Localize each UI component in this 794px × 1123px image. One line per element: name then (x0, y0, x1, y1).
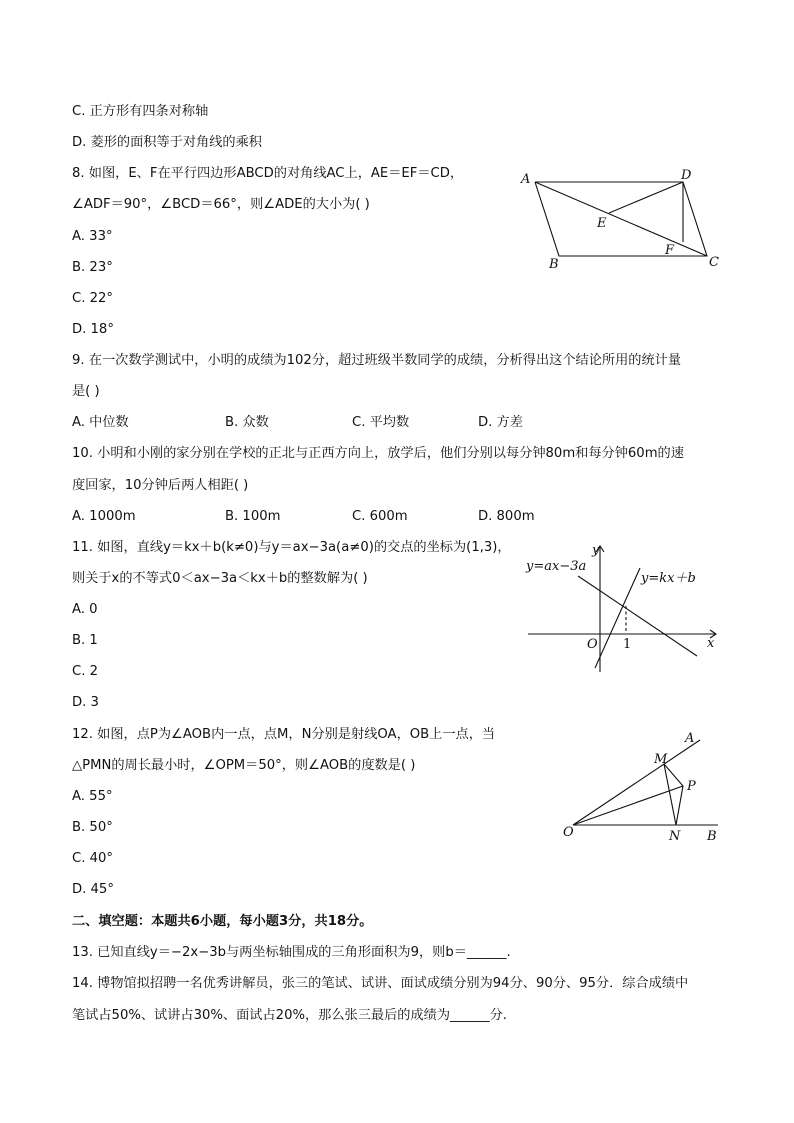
segment-DE (609, 182, 683, 213)
q8-option-d: D. 18° (72, 322, 114, 337)
q8-option-b: B. 23° (72, 260, 113, 275)
label-F: F (665, 243, 675, 258)
q11-option-d: D. 3 (72, 695, 99, 710)
q8-option-a: A. 33° (72, 229, 113, 244)
label-x: x (707, 636, 715, 651)
label-N: N (669, 829, 681, 843)
q9-stem-line1: 9. 在一次数学测试中，小明的成绩为102分，超过班级半数同学的成绩，分析得出这个结论所用的统计量 (72, 353, 682, 368)
q14-stem-line2: 笔试占50%、试讲占30%、面试占20%，那么张三最后的成绩为______分. (72, 1008, 507, 1023)
triangle-PMN (664, 764, 683, 825)
label-origin: O (587, 637, 598, 652)
label-E: E (597, 216, 607, 231)
q12-option-b: B. 50° (72, 820, 113, 835)
q8-stem-line2: ∠ADF＝90°，∠BCD＝66°，则∠ADE的大小为( ) (72, 197, 370, 212)
q9-option-c: C. 平均数 (352, 415, 410, 430)
ray-OA (573, 740, 700, 825)
q11-stem-line1: 11. 如图，直线y＝kx＋b(k≠0)与y＝ax−3a(a≠0)的交点的坐标为(1,3)， (72, 540, 511, 555)
label-A: A (685, 731, 695, 746)
q10-option-c: C. 600m (352, 509, 408, 524)
q12-option-d: D. 45° (72, 882, 114, 897)
q8-parallelogram-figure (515, 165, 725, 275)
q11-option-b: B. 1 (72, 633, 98, 648)
q12-stem-line1: 12. 如图，点P为∠AOB内一点，点M，N分别是射线OA，OB上一点，当 (72, 727, 496, 742)
q9-option-b: B. 众数 (225, 415, 269, 430)
section-2-heading: 二、填空题：本题共6小题，每小题3分，共18分。 (72, 914, 373, 929)
q10-option-a: A. 1000m (72, 509, 136, 524)
label-y: y (592, 543, 600, 558)
label-C: C (709, 255, 719, 270)
diagonal-AC (535, 182, 707, 256)
segment-OP (573, 786, 683, 825)
q11-option-c: C. 2 (72, 664, 98, 679)
label-M: M (654, 752, 668, 767)
q8-option-c: C. 22° (72, 291, 113, 306)
q10-stem-line1: 10. 小明和小刚的家分别在学校的正北与正西方向上，放学后，他们分别以每分钟80m和每分钟60m的速 (72, 446, 684, 461)
q7-option-c: C. 正方形有四条对称轴 (72, 104, 209, 119)
q8-stem-line1: 8. 如图，E、F在平行四边形ABCD的对角线AC上，AE＝EF＝CD， (72, 166, 464, 181)
q11-graph-figure (520, 538, 725, 678)
label-A: A (521, 172, 531, 187)
q12-stem-line2: △PMN的周长最小时，∠OPM＝50°，则∠AOB的度数是( ) (72, 758, 416, 773)
q11-stem-line2: 则关于x的不等式0＜ax−3a＜kx＋b的整数解为( ) (72, 571, 368, 586)
q14-stem-line1: 14. 博物馆拟招聘一名优秀讲解员，张三的笔试、试讲、面试成绩分别为94分、90分、95分．综合成绩中 (72, 976, 689, 991)
label-B: B (549, 257, 559, 272)
q13-stem: 13. 已知直线y＝−2x−3b与两坐标轴围成的三角形面积为9，则b＝______. (72, 945, 511, 960)
q12-angle-figure (560, 728, 725, 843)
q9-option-a: A. 中位数 (72, 415, 129, 430)
q10-option-d: D. 800m (478, 509, 535, 524)
label-O: O (563, 825, 574, 840)
label-B: B (707, 829, 717, 843)
q12-option-c: C. 40° (72, 851, 113, 866)
q9-option-d: D. 方差 (478, 415, 523, 430)
q11-option-a: A. 0 (72, 602, 98, 617)
label-line2: y=kx＋b (641, 571, 696, 586)
q10-stem-line2: 度回家，10分钟后两人相距( ) (72, 478, 249, 493)
label-one: 1 (623, 637, 632, 652)
q9-stem-line2: 是( ) (72, 384, 100, 399)
label-P: P (687, 779, 696, 794)
q7-option-d: D. 菱形的面积等于对角线的乘积 (72, 135, 262, 150)
label-D: D (681, 168, 692, 183)
label-line1: y=ax−3a (526, 559, 587, 574)
line-kx-plus-b (595, 568, 640, 668)
q10-option-b: B. 100m (225, 509, 281, 524)
q12-option-a: A. 55° (72, 789, 113, 804)
